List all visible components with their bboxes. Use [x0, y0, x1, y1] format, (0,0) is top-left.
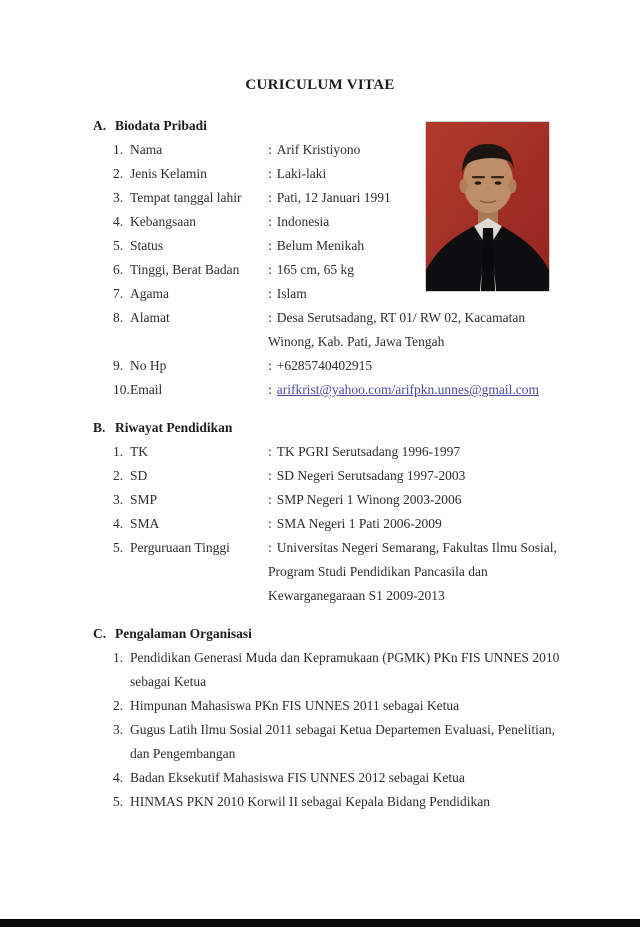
value-text: Universitas Negeri Semarang, Fakultas Ilmu Sosial,	[276, 540, 557, 555]
section-heading-pendidikan	[93, 416, 582, 440]
item-number: 5.	[113, 794, 124, 809]
row-number: 2.	[113, 468, 124, 483]
section-letter: B.	[93, 420, 106, 435]
row-label: SMP	[130, 492, 158, 507]
colon: :	[268, 214, 272, 229]
section-title: Riwayat Pendidikan	[115, 420, 233, 435]
row-number: 4.	[113, 516, 124, 531]
row-label: Agama	[130, 286, 169, 301]
row-number: 5.	[113, 238, 124, 253]
section-title: Pengalaman Organisasi	[115, 626, 252, 641]
value-text: 165 cm, 65 kg	[276, 262, 355, 277]
colon: :	[268, 310, 272, 325]
colon: :	[268, 142, 272, 157]
value-text: SD Negeri Serutsadang 1997-2003	[276, 468, 466, 483]
colon: :	[268, 262, 272, 277]
item-line: HINMAS PKN 2010 Korwil II sebagai Kepala Bidang Pendidikan	[130, 794, 490, 809]
row-number: 9.	[113, 358, 124, 373]
value-text: Islam	[276, 286, 307, 301]
item-line: dan Pengembangan	[130, 746, 236, 761]
item-line: Himpunan Mahasiswa PKn FIS UNNES 2011 sebagai Ketua	[130, 698, 460, 713]
portrait-photo	[425, 121, 550, 292]
document-title: CURICULUM VITAE	[245, 77, 395, 93]
value-text: SMA Negeri 1 Pati 2006-2009	[276, 516, 442, 531]
pendidikan-row-sd	[93, 464, 582, 488]
row-number: 4.	[113, 214, 124, 229]
row-value	[268, 488, 582, 512]
section-organisasi	[93, 622, 582, 814]
value-text: TK PGRI Serutsadang 1996-1997	[276, 444, 461, 459]
value-text: +6285740402915	[276, 358, 373, 373]
item-line: Pendidikan Generasi Muda dan Kepramukaan (PGMK) PKn FIS UNNES 2010	[130, 650, 560, 665]
row-number: 6.	[113, 262, 124, 277]
row-number: 3.	[113, 190, 124, 205]
row-value	[268, 512, 582, 536]
row-value	[268, 378, 582, 402]
colon: :	[268, 286, 272, 301]
row-label: Alamat	[130, 310, 170, 325]
colon: :	[268, 190, 272, 205]
row-label: Email	[130, 382, 163, 397]
row-number: 1.	[113, 142, 124, 157]
biodata-row-alamat	[93, 306, 582, 354]
value-text: Belum Menikah	[276, 238, 365, 253]
organisasi-item-5	[93, 790, 582, 814]
item-text	[130, 766, 582, 790]
row-number: 5.	[113, 540, 124, 555]
row-number: 7.	[113, 286, 124, 301]
section-letter: A.	[93, 118, 107, 133]
row-label: Kebangsaan	[130, 214, 196, 229]
row-value	[268, 440, 582, 464]
biodata-row-email	[93, 378, 582, 402]
item-line: Badan Eksekutif Mahasiswa FIS UNNES 2012 sebagai Ketua	[130, 770, 465, 785]
row-label: SMA	[130, 516, 160, 531]
row-number: 2.	[113, 166, 124, 181]
row-number: 8.	[113, 310, 124, 325]
row-label: SD	[130, 468, 148, 483]
row-number: 10.	[113, 382, 130, 397]
row-value	[268, 464, 582, 488]
section-letter: C.	[93, 626, 107, 641]
value-text: Indonesia	[276, 214, 330, 229]
item-text	[130, 646, 582, 694]
colon: :	[268, 468, 272, 483]
pendidikan-row-perguruan-tinggi	[93, 536, 582, 608]
item-number: 3.	[113, 722, 124, 737]
portrait-photo-graphic	[426, 122, 549, 291]
item-text	[130, 790, 582, 814]
pendidikan-row-tk	[93, 440, 582, 464]
value-text: SMP Negeri 1 Winong 2003-2006	[276, 492, 462, 507]
item-number: 2.	[113, 698, 124, 713]
item-line: sebagai Ketua	[130, 674, 207, 689]
value-text: Laki-laki	[276, 166, 327, 181]
item-number: 4.	[113, 770, 124, 785]
pendidikan-row-sma	[93, 512, 582, 536]
colon: :	[268, 238, 272, 253]
item-text	[130, 694, 582, 718]
row-label: Status	[130, 238, 164, 253]
pendidikan-row-smp	[93, 488, 582, 512]
item-line: Gugus Latih Ilmu Sosial 2011 sebagai Ketua Departemen Evaluasi, Penelitian,	[130, 722, 556, 737]
value-line	[268, 536, 582, 560]
value-line	[268, 306, 582, 330]
row-value	[268, 354, 582, 378]
organisasi-item-1	[93, 646, 582, 694]
letterbox-bar	[0, 919, 640, 927]
row-number: 3.	[113, 492, 124, 507]
value-text: Desa Serutsadang, RT 01/ RW 02, Kacamatan	[276, 310, 526, 325]
row-label: No Hp	[130, 358, 167, 373]
row-value	[268, 306, 582, 354]
value-text: Pati, 12 Januari 1991	[276, 190, 391, 205]
biodata-row-nohp	[93, 354, 582, 378]
value-line: Kewarganegaraan S1 2009-2013	[268, 588, 445, 603]
organisasi-item-4	[93, 766, 582, 790]
colon: :	[268, 492, 272, 507]
colon: :	[268, 444, 272, 459]
colon: :	[268, 382, 272, 397]
colon: :	[268, 358, 272, 373]
organisasi-item-2	[93, 694, 582, 718]
value-line: Program Studi Pendidikan Pancasila dan	[268, 564, 488, 579]
value-text: Arif Kristiyono	[276, 142, 361, 157]
colon: :	[268, 516, 272, 531]
section-title: Biodata Pribadi	[115, 118, 207, 133]
row-label: Jenis Kelamin	[130, 166, 207, 181]
item-number: 1.	[113, 650, 124, 665]
colon: :	[268, 540, 272, 555]
organisasi-item-3	[93, 718, 582, 766]
row-label: Nama	[130, 142, 163, 157]
colon: :	[268, 166, 272, 181]
value-line: Winong, Kab. Pati, Jawa Tengah	[268, 334, 445, 349]
row-number: 1.	[113, 444, 124, 459]
row-label: TK	[130, 444, 148, 459]
section-heading-organisasi	[93, 622, 582, 646]
item-text	[130, 718, 582, 766]
row-label: Tinggi, Berat Badan	[130, 262, 240, 277]
row-label: Perguruaan Tinggi	[130, 540, 230, 555]
email-link[interactable]: arifkrist@yahoo.com/arifpkn.unnes@gmail.com	[276, 382, 539, 397]
section-pendidikan	[93, 416, 582, 608]
row-label: Tempat tanggal lahir	[130, 190, 242, 205]
row-value	[268, 536, 582, 608]
